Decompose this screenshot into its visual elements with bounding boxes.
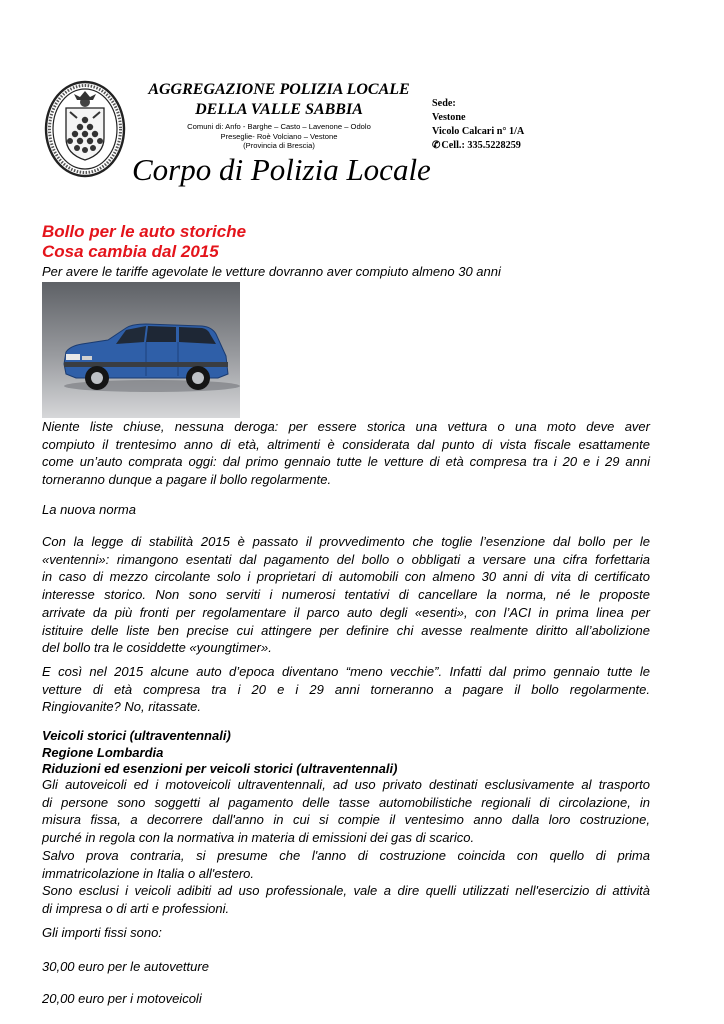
sede-address: Vicolo Calcari n° 1/A bbox=[432, 126, 525, 137]
text-line: del bollo tra le cosiddette «youngtimer». bbox=[42, 640, 272, 656]
agency-title-line2: DELLA VALLE SABBIA bbox=[195, 101, 363, 118]
article-title bbox=[42, 222, 246, 262]
text-line: di persone sono soggetti al pagamento delle tasse automobilistiche regionali di circolazione, in bbox=[42, 794, 650, 810]
text-line: Con la legge di stabilità 2015 è passato il provvedimento che toglie l’esenzione dal bollo per le bbox=[42, 534, 650, 549]
text-line: interesse storico. Non sono serviti i numerosi tentativi di cancellare la norma, né le proposte bbox=[42, 587, 650, 603]
text-line: come un’auto comprata oggi: dal primo gennaio tutte le vetture di età compresa tra i 20 e i 29 anni bbox=[42, 454, 650, 470]
text-line: immatricolazione in Italia o all'estero. bbox=[42, 865, 255, 881]
sede-label: Sede: bbox=[432, 98, 456, 109]
sede-city: Vestone bbox=[432, 112, 466, 123]
municipalities-line1: Comuni di: Anfo - Barghe – Casto – Lavenone – Odolo bbox=[187, 122, 371, 131]
text-line: arrivate da più fronti per regolamentare il parco auto degli «esenti», con l’ACI in prima linea per bbox=[42, 604, 650, 620]
importo-motoveicoli: 20,00 euro per i motoveicoli bbox=[42, 991, 202, 1006]
section-heading-red bbox=[42, 728, 397, 778]
text-line: purché in regola con la normativa in materia di emissioni dei gas di scarico. bbox=[42, 830, 475, 846]
corps-title: Corpo di Polizia Locale bbox=[132, 152, 431, 187]
paragraph-intro bbox=[42, 418, 650, 489]
red-heading-riduzioni: Riduzioni ed esenzioni per veicoli storici (ultraventennali) bbox=[42, 761, 398, 776]
text-line: vetture di età compresa tra i 20 e i 29 anni torneranno a pagare il bollo regolarmente. bbox=[42, 681, 650, 697]
text-line: compiuto il trentesimo anno di età, altrimenti è considerata dal punto di vista fiscale esattamente bbox=[42, 436, 650, 452]
phone-icon: ✆ bbox=[432, 140, 441, 151]
text-line: misura fissa, a decorrere dall'anno in cui si compie il ventesimo anno dalla loro costruzione, bbox=[42, 812, 650, 828]
paragraph-ultraventennali bbox=[42, 776, 650, 918]
section-heading-nuova-norma: La nuova norma bbox=[42, 502, 136, 517]
text-line: Gli autoveicoli ed i motoveicoli ultraventennali, ad uso privato destinati esclusivamente al trasporto bbox=[42, 777, 650, 792]
municipalities-list bbox=[170, 122, 388, 151]
car-photo bbox=[42, 282, 240, 418]
text-line: «ventenni»: rimangono esentati dal pagamento del bollo o obbligati a versare una cifra forfettaria bbox=[42, 551, 650, 567]
text-line: torneranno dunque a pagare il bollo regolarmente. bbox=[42, 472, 332, 488]
text-line: di impresa o di arti e professioni. bbox=[42, 900, 230, 916]
importo-autovetture: 30,00 euro per le autovetture bbox=[42, 959, 209, 974]
text-line: Sono esclusi i veicoli adibiti ad uso professionale, vale a dire quelli utilizzati nell'esercizio di attività bbox=[42, 883, 650, 899]
red-heading-regione: Regione Lombardia bbox=[42, 744, 164, 760]
municipalities-line2: Preseglie- Roè Volciano – Vestone bbox=[220, 131, 338, 141]
article-title-line2: Cosa cambia dal 2015 bbox=[42, 242, 219, 261]
municipal-seal-icon bbox=[44, 80, 126, 178]
text-line: E così nel 2015 alcune auto d’epoca diventano “meno vecchie”. Infatti dal primo gennaio tutte le bbox=[42, 664, 650, 679]
red-heading-veicoli: Veicoli storici (ultraventennali) bbox=[42, 728, 231, 743]
text-line: Niente liste chiuse, nessuna deroga: per essere storica una vettura o una moto deve aver bbox=[42, 419, 650, 434]
agency-title bbox=[130, 80, 428, 120]
agency-title-line1: AGGREGAZIONE POLIZIA LOCALE bbox=[148, 81, 410, 98]
sede-phone-row bbox=[432, 139, 524, 153]
office-address bbox=[432, 97, 524, 153]
paragraph-2015 bbox=[42, 663, 650, 716]
paragraph-legge-stabilita bbox=[42, 533, 650, 657]
sede-phone: Cell.: 335.5228259 bbox=[441, 140, 521, 151]
importi-heading: Gli importi fissi sono: bbox=[42, 925, 162, 940]
municipalities-line3: (Provincia di Brescia) bbox=[243, 141, 315, 150]
text-line: Ringiovanite? No, ritassate. bbox=[42, 699, 201, 715]
article-subtitle: Per avere le tariffe agevolate le vetture dovranno aver compiuto almeno 30 anni bbox=[42, 264, 501, 279]
text-line: in caso di mezzo circolante solo i proprietari di automobili con almeno 30 anni di vita di certificato bbox=[42, 569, 650, 585]
text-line: istituire delle liste ben precise cui attingere per definire chi avesse realmente diritto all’abolizione bbox=[42, 622, 650, 638]
text-line: Salvo prova contraria, si presume che l'anno di costruzione coincida con quello di prima bbox=[42, 847, 650, 863]
article-title-line1: Bollo per le auto storiche bbox=[42, 222, 247, 241]
